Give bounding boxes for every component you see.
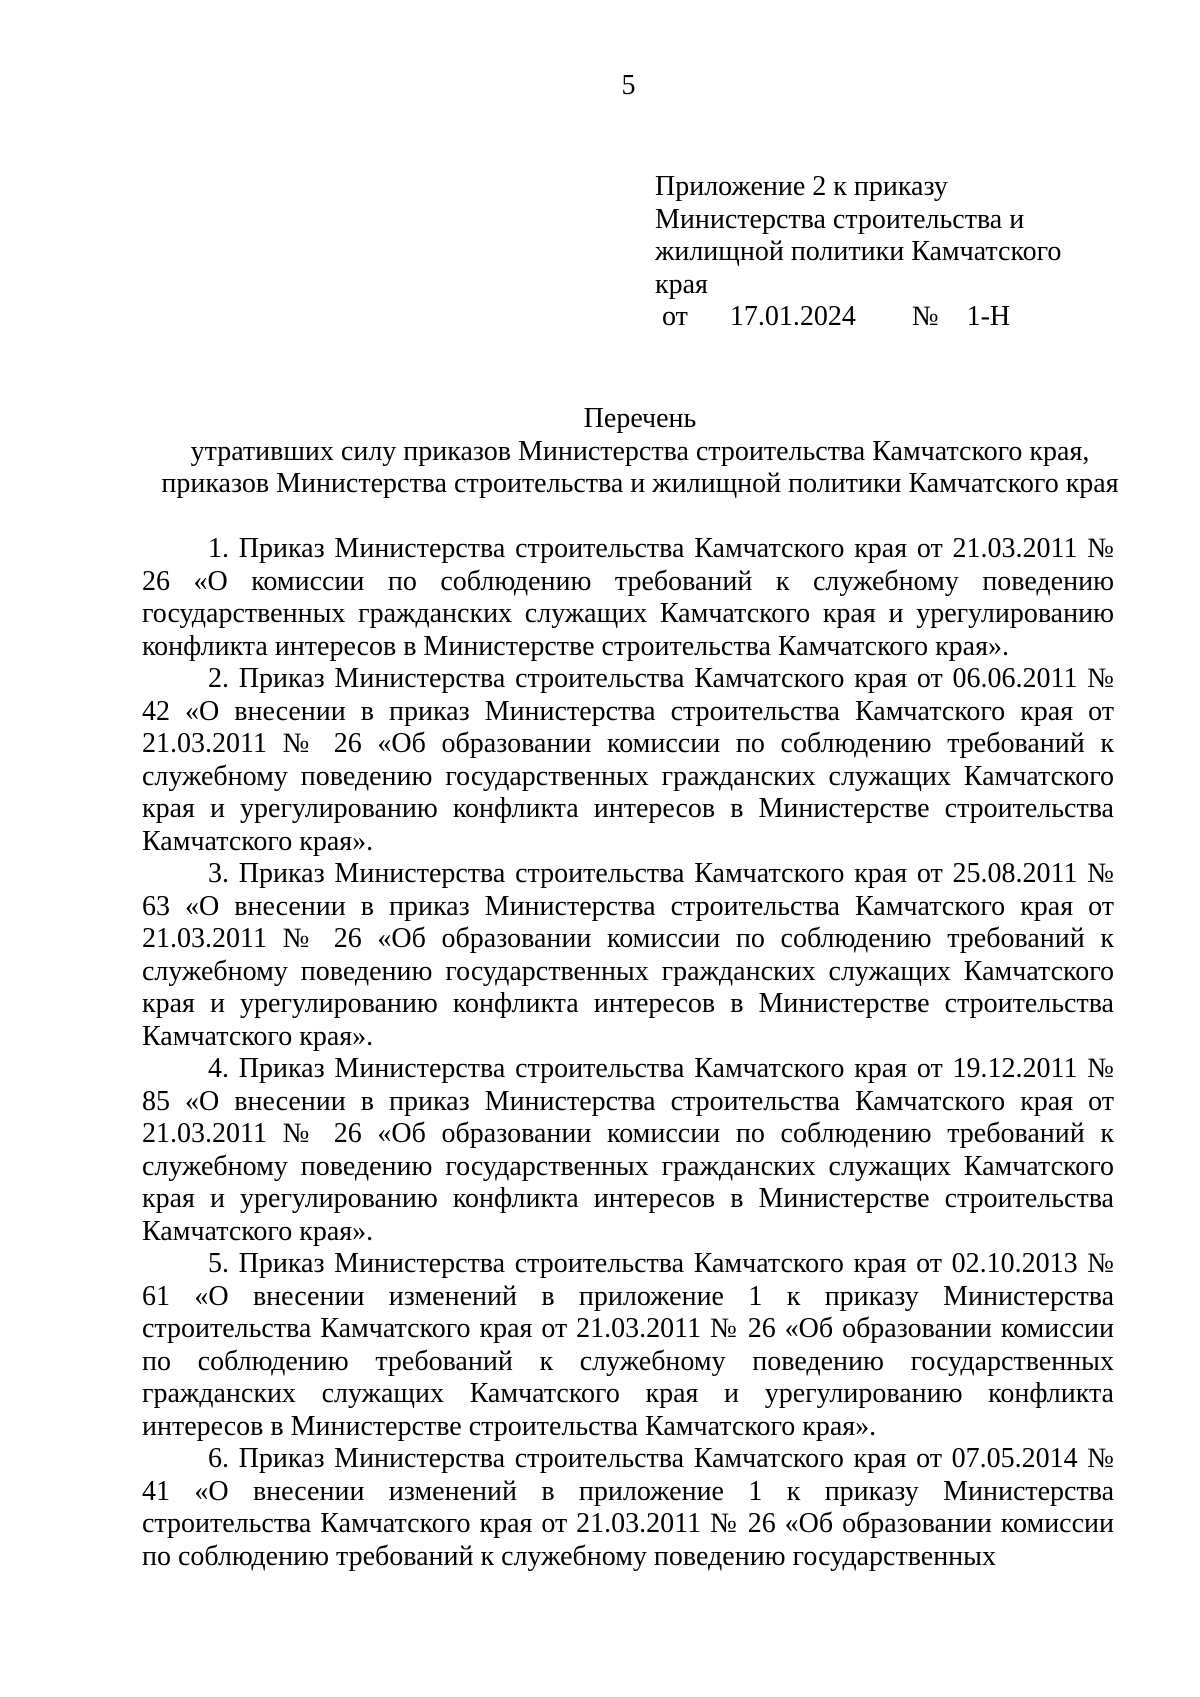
list-item: 2. Приказ Министерства строительства Камчатского края от 06.06.2011 № 42 «О внесении в приказ Министерства строительства Камчатского края от 21.03.2011 № 26 «Об образовании комиссии по соблюдению требований к служебному поведению государственных гражданских служащих Камчатского края и урегулированию конфликта интересов в Министерстве строительства Камчатского края». [142, 663, 1114, 857]
list-item: 4. Приказ Министерства строительства Камчатского края от 19.12.2011 № 85 «О внесении в приказ Министерства строительства Камчатского края от 21.03.2011 № 26 «Об образовании комиссии по соблюдению требований к служебному поведению государственных гражданских служащих Камчатского края и урегулированию конфликта интересов в Министерстве строительства Камчатского края». [142, 1053, 1114, 1247]
list-item: 6. Приказ Министерства строительства Камчатского края от 07.05.2014 № 41 «О внесении изменений в приложение 1 к приказу Министерства строительства Камчатского края от 21.03.2011 № 26 «Об образовании комиссии по соблюдению требований к служебному поведению государственных [142, 1443, 1114, 1572]
appendix-line-3: жилищной политики Камчатского [655, 236, 1062, 267]
orders-list [142, 533, 1114, 1573]
title-heading: Перечень [583, 403, 697, 434]
list-item: 5. Приказ Министерства строительства Камчатского края от 02.10.2013 № 61 «О внесении изменений в приложение 1 к приказу Министерства строительства Камчатского края от 21.03.2011 № 26 «Об образовании комиссии по соблюдению требований к служебному поведению государственных гражданских служащих Камчатского края и урегулированию конфликта интересов в Министерстве строительства Камчатского края». [142, 1248, 1114, 1442]
list-item: 3. Приказ Министерства строительства Камчатского края от 25.08.2011 № 63 «О внесении в приказ Министерства строительства Камчатского края от 21.03.2011 № 26 «Об образовании комиссии по соблюдению требований к служебному поведению государственных гражданских служащих Камчатского края и урегулированию конфликта интересов в Министерстве строительства Камчатского края». [142, 858, 1114, 1052]
title-line-2: утративших силу приказов Министерства строительства Камчатского края, [190, 435, 1090, 467]
appendix-line-2: Министерства строительства и [655, 203, 1025, 235]
page-number: 5 [621, 70, 636, 101]
title-line-3: приказов Министерства строительства и жилищной политики Камчатского края [161, 468, 1119, 499]
appendix-line-4: края [655, 268, 708, 300]
document-title [140, 403, 1140, 501]
appendix-line-1: Приложение 2 к приказу [655, 171, 948, 202]
appendix-date-number: от 17.01.2024 № 1-Н [655, 301, 1011, 332]
appendix-header [655, 171, 1095, 334]
list-item: 1. Приказ Министерства строительства Камчатского края от 21.03.2011 № 26 «О комиссии по соблюдению требований к служебному поведению государственных гражданских служащих Камчатского края и урегулированию конфликта интересов в Министерстве строительства Камчатского края». [142, 533, 1114, 662]
